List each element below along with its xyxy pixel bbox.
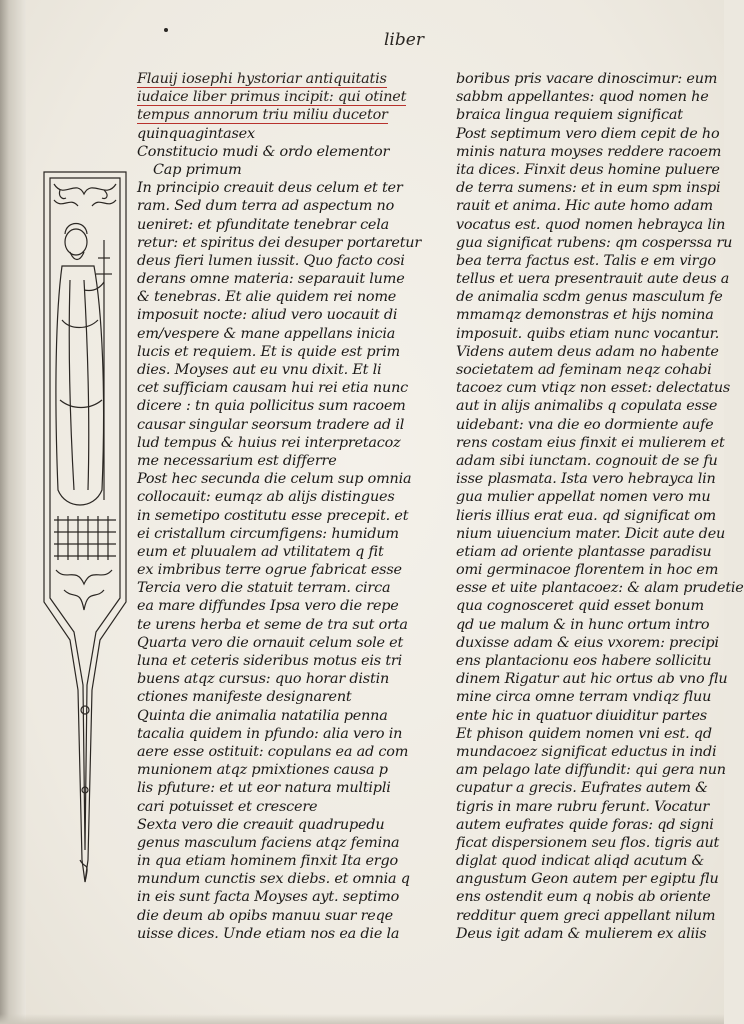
text-line: qd ue malum & in hunc ortum intro [456,616,710,633]
text-line: rauit et anima. Hic aute homo adam [456,198,713,215]
text-line: tellus et uera presentrauit aute deus a [456,271,730,288]
text-line: Post hec secunda die celum sup omnia [137,471,412,488]
text-line: sabbm appellantes: quod nomen he [456,89,709,106]
text-line: derans omne materia: separauit lume [137,271,405,288]
text-line: minis natura moyses reddere racoem [456,143,722,160]
text-line: ueniret: et pfunditate tenebrar cela [137,216,390,233]
text-line: boribus pris vacare dinoscimur: eum [456,71,718,87]
text-line: In principio creauit deus celum et ter [137,180,403,197]
text-line: esse et uite plantacoez: & alam prudetie [456,580,744,597]
text-line: angustum Geon autem per egiptu flu [456,871,719,888]
text-line: in qua etiam hominem finxit Ita ergo [137,853,398,870]
text-line: de animalia scdm genus masculum fe [456,289,723,306]
text-line: societatem ad feminam neqz cohabi [456,362,712,378]
text-line: ente hic in quatuor diuiditur partes [456,707,707,724]
text-line: Deus igit adam & mulierem ex aliis [456,925,707,942]
text-line: tigris in mare rubru ferunt. Vocatur [456,798,710,815]
running-head: liber [384,30,424,50]
text-line: gua significat rubens: qm cosperssa ru [456,234,733,251]
text-line: me necessarium est differre [137,452,337,469]
text-line: Post septimum vero diem cepit de ho [456,125,720,142]
ink-speck [164,28,168,32]
text-line: genus masculum faciens atqz femina [137,834,400,851]
text-line: munionem atqz pmixtiones causa p [137,762,388,779]
text-line: mundum cunctis sex diebs. et omnia q [137,871,410,888]
text-line: ficat dispersionem seu flos. tigris aut [456,834,720,851]
text-line: ei cristallum circumfigens: humidum [137,525,399,542]
title-line: tempus annorum triu miliu ducetor [137,107,388,124]
text-line: collocauit: eumqz ab alijs distingues [137,489,395,506]
text-line: eum et pluualem ad vtilitatem q fit [137,543,384,560]
text-line: ens plantacionu eos habere sollicitu [456,653,712,669]
text-line: uidebant: vna die eo dormiente aufe [456,416,714,433]
text-line: buens atqz cursus: quo horar distin [137,671,390,688]
text-line: mmamqz demonstras et hijs nomina [456,307,714,324]
text-line: am pelago late diffundit: qui gera nun [456,762,726,779]
text-line: in semetipo costitutu esse precepit. et [137,507,409,524]
text-line: causar singular seorsum tradere ad il [137,416,405,433]
text-line: braica lingua requiem significat [456,107,683,124]
text-line: ex imbribus terre ogrue fabricat esse [137,562,402,579]
text-line: mine circa omne terram vndiqz fluu [456,689,712,706]
text-line: Quarta vero die ornauit celum sole et [137,634,404,651]
text-line: tacalia quidem in pfundo: alia vero in [137,725,403,742]
text-line: rens costam eius finxit ei mulierem et [456,434,725,451]
text-line: aut in alijs animalibs q copulata esse [456,398,718,415]
text-line: tacoez cum vtiqz non esset: delectatus [456,380,731,397]
woodcut-figure-ornament [40,170,130,890]
text-line: autem eufrates quide foras: qd signi [456,816,714,833]
left-text-column [137,70,422,943]
text-line: ita dices. Finxit deus homine puluere [456,161,720,178]
text-line: Videns autem deus adam no habente [456,343,719,360]
text-line: cari potuisset et crescere [137,798,318,815]
title-line: Flauij iosephi hystoriar antiquitatis [137,71,387,87]
text-line: dicere : tn quia pollicitus sum racoem [137,398,406,415]
text-line: quinquagintasex [137,125,255,142]
text-line: qua cognosceret quid esset bonum [456,598,704,615]
text-line: ens ostendit eum q nobis ab oriente [456,889,711,906]
text-line: duxisse adam & eius vxorem: precipi [456,634,719,651]
text-line: lud tempus & huius rei interpretacoz [137,434,401,451]
text-line: ea mare diffundes Ipsa vero die repe [137,598,399,615]
text-line: de terra sumens: et in eum spm inspi [456,180,721,197]
text-line: dies. Moyses aut eu vnu dixit. Et li [137,362,382,378]
text-line: & tenebras. Et alie quidem rei nome [137,289,397,306]
text-line: em/vespere & mane appellans inicia [137,325,396,342]
text-line: dinem Rigatur aut hic ortus ab vno flu [456,671,728,688]
text-line: lieris illius erat eua. qd significat om [456,507,716,524]
text-line: cupatur a grecis. Eufrates autem & [456,780,708,797]
title-line: iudaice liber primus incipit: qui otinet [137,89,407,106]
text-line: deus fieri lumen iussit. Quo facto cosi [137,252,405,269]
text-line: imposuit nocte: aliud vero uocauit di [137,307,398,324]
text-line: aere esse ostituit: copulans ea ad com [137,743,409,760]
text-line: cet sufficiam causam hui rei etia nunc [137,380,409,397]
text-line: uisse dices. Unde etiam nos ea die la [137,925,400,942]
text-line: imposuit. quibs etiam nunc vocantur. [456,325,720,342]
text-line: luna et ceteris sideribus motus eis tri [137,653,402,669]
section-heading: Constitucio mudi & ordo elementor [137,143,390,160]
text-line: diglat quod indicat aliqd acutum & [456,853,705,870]
page-gutter-shadow [0,0,26,1024]
text-line: Tercia vero die statuit terram. circa [137,580,391,597]
text-line: gua mulier appellat nomen vero mu [456,489,711,506]
chapter-heading: Cap primum [153,161,242,178]
text-line: Sexta vero die creauit quadrupedu [137,816,385,833]
text-line: mundacoez significat eductus in indi [456,743,717,760]
text-line: Quinta die animalia natatilia penna [137,707,388,724]
text-line: lucis et requiem. Et is quide est prim [137,343,400,360]
text-line: vocatus est. quod nomen hebrayca lin [456,216,726,233]
text-line: retur: et spiritus dei desuper portaretur [137,234,422,251]
text-line: ctiones manifeste designarent [137,689,352,706]
text-line: omi germinacoe florentem in hoc em [456,562,719,579]
text-line: in eis sunt facta Moyses ayt. septimo [137,889,400,906]
text-line: bea terra factus est. Talis e em virgo [456,252,716,269]
text-line: die deum ab opibs manuu suar reqe [137,907,393,924]
text-line: te urens herba et seme de tra sut orta [137,616,408,633]
text-line: Et phison quidem nomen vni est. qd [456,725,712,742]
text-line: adam sibi iunctam. cognouit de se fu [456,452,718,469]
right-text-column [456,70,744,943]
text-line: lis pfuture: et ut eor natura multipli [137,780,391,797]
text-line: nium uiuencium mater. Dicit aute deu [456,525,726,542]
text-line: redditur quem greci appellant nilum [456,907,716,924]
text-line: isse plasmata. Ista vero hebrayca lin [456,471,716,488]
text-line: etiam ad oriente plantasse paradisu [456,543,712,560]
text-line: ram. Sed dum terra ad aspectum no [137,198,395,215]
page-bottom-shadow [0,1014,724,1024]
